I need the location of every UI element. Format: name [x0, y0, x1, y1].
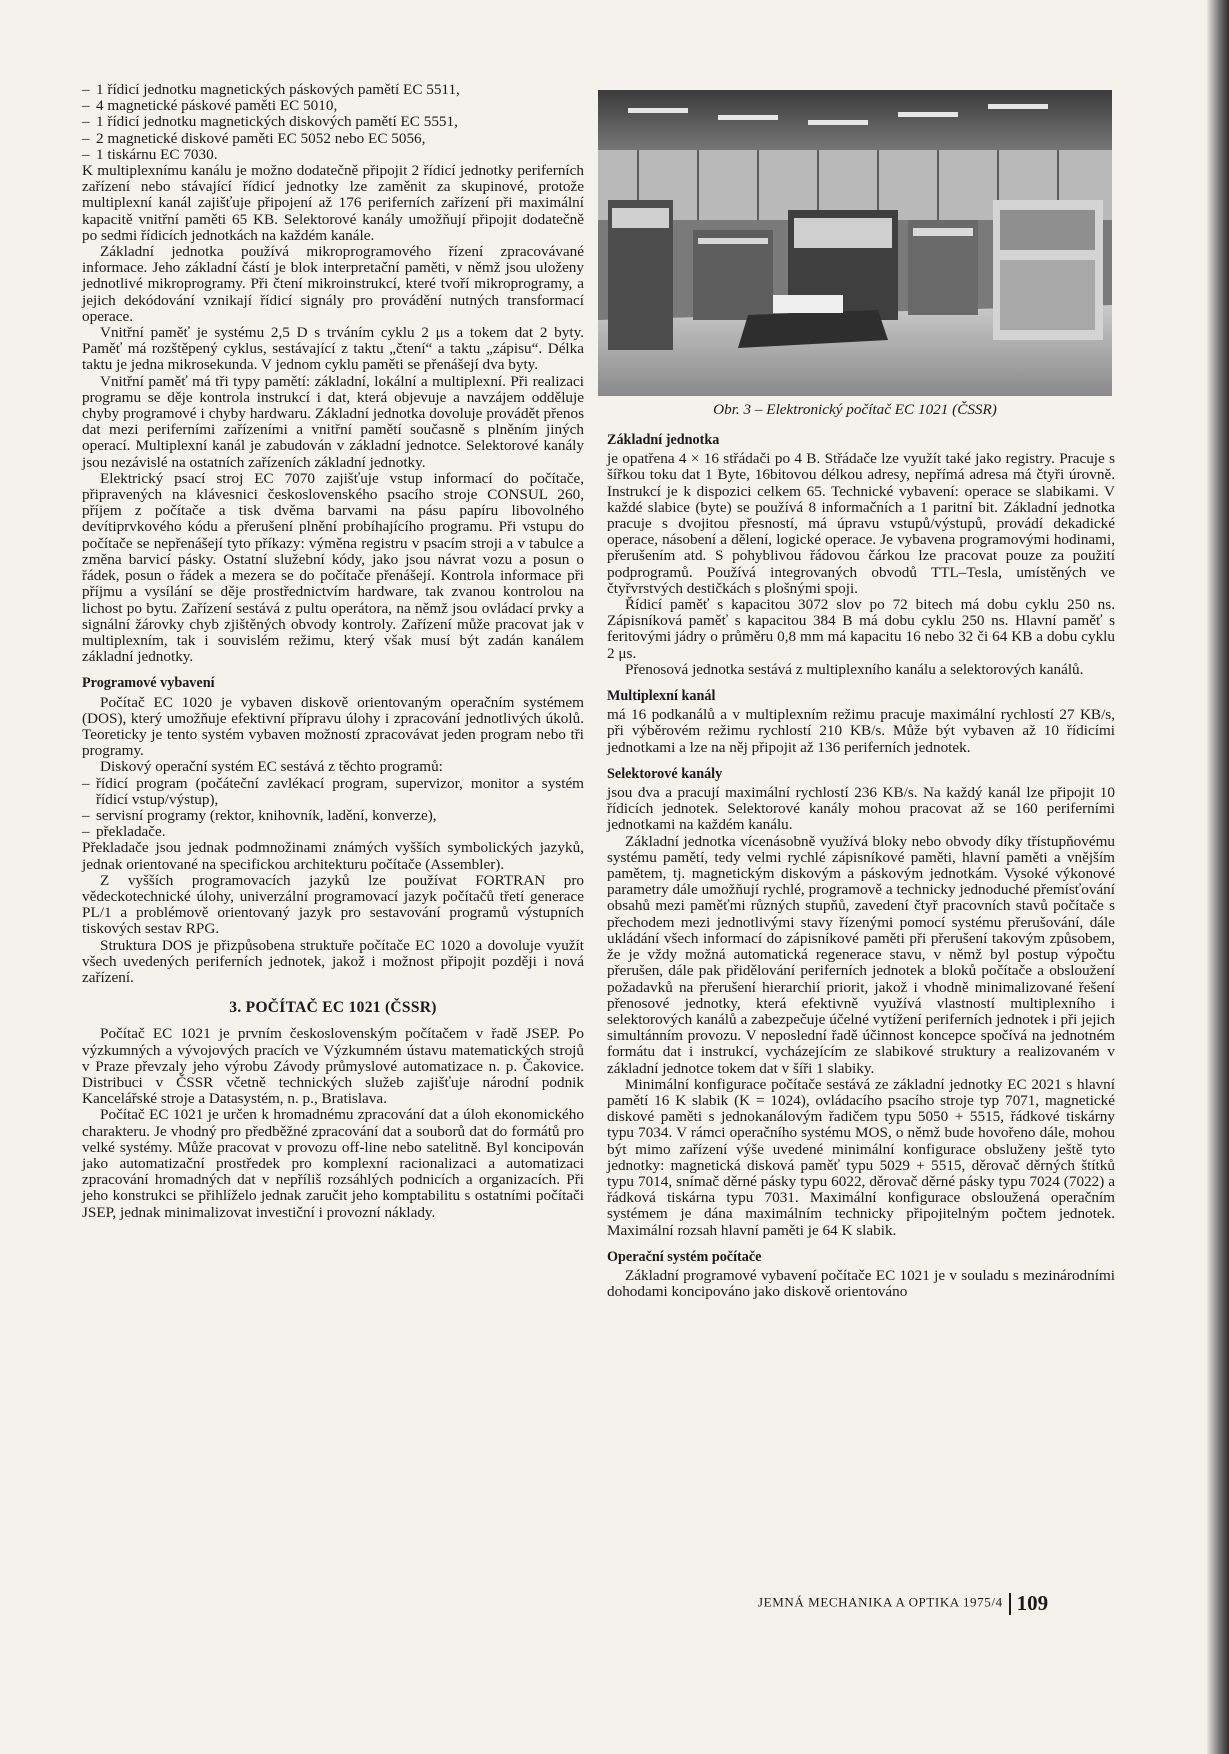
page-number: 109	[1016, 1591, 1049, 1615]
paragraph-ridici-pamet: Řídicí paměť s kapacitou 3072 slov po 72 bitech má dobu cyklu 250 ns. Zápisníková paměť s kapacitou 384 B má dobu cyklu 250 ns. Hlavní paměť s feritovými jádry o průměru 0,8 mm má kapacitu 16 nebo 32 či 64 KB a dobu cyklu 2 μs.	[607, 596, 1115, 662]
paragraph-prenosova-jednotka: Přenosová jednotka sestává z multiplexního kanálu a selektorových kanálů.	[625, 660, 1084, 678]
left-column	[82, 82, 584, 1221]
footer-separator	[1009, 1593, 1011, 1615]
paragraph-zakladni-jednotka: Základní jednotka používá mikroprogramového řízení zpracovávané informace. Jeho základní částí je blok interpretační paměti, v němž jsou uloženy jednotlivé mikroprogramy. Při čtení mikroinstrukcí, které tvoří mikroprogramy, a jejich dekódování vznikají řídicí signály pro provádění nutných transformací operace.	[82, 243, 584, 325]
list-item: – 2 magnetické diskové paměti EC 5052 nebo EC 5056,	[82, 129, 426, 147]
heading-zakladni-jednotka: Základní jednotka	[607, 432, 720, 448]
paragraph-ec1020: Počítač EC 1020 je vybaven diskově orientovaným operačním systémem (DOS), který umožňuje efektivní přípravu úlohy i zpracování jednotlivých úkolů. Teoreticky je tento systém vybaven možností zpracovávat jeden program nebo tři programy.	[82, 693, 584, 760]
paragraph-psaci-stroj: Elektrický psací stroj EC 7070 zajišťuje vstup informací do počítače, připravených na klávesnici československého psacího stroje CONSUL 260, příjem z počítače a tisk dvěma barvami na pásu papíru libovolného devítiprvkového kódu a přerušení plnění probíhajícího programu. Při vstupu do počítače se nepřenášejí tyto příkazy: výměna registru v psacím stroji a v tabulce a změna barvicí pásky. Ostatní služební kódy, jako jsou návrat vozu a posun o řádek, posun o řádek a mezera se do počítače přenášejí. Kontrola informace při příjmu a vysílání se děje prostřednictvím hardware, tak zvanou kontrolou na lichost po bytu. Zařízení sestává z pultu operátora, na němž jsou ovládací prvky a signální žárovky chyb zjištěných obvody kontroly. Zařízení může pracovat jak v multiplexním, tak i souvislém režimu, který však musí být zadán kanálem základní jednotky.	[82, 469, 584, 666]
paragraph-ec1021-intro: Počítač EC 1021 je prvním československým počítačem v řadě JSEP. Po výzkumných a vývojových pracích ve Výzkumném ústavu matematických strojů v Praze převzaly jeho výrobu Závody průmyslové automatizace n. p. Čakovice. Distribuci v ČSSR včetně technických služeb zajišťuje národní podnik Kancelářské stroje a Datasystém, n. p., Bratislava.	[82, 1025, 584, 1108]
photo-illustration	[598, 90, 1112, 396]
page-footer	[758, 1591, 1048, 1616]
page-edge-shadow	[1207, 0, 1229, 1754]
heading-programove-vybaveni: Programové vybavení	[82, 675, 215, 692]
paragraph-fortran: Z vyšších programovacích jazyků lze používat FORTRAN pro vědeckotechnické úlohy, univerzální programovací jazyk počítačů třetí generace PL/1 a problémově orientovaný jazyk pro sestavování programů výstupních tiskových sestav RPG.	[82, 871, 584, 938]
paragraph-struktura-dos: Struktura DOS je přizpůsobena struktuře počítače EC 1020 a dovoluje využít všech uvedených periferních jednotek, jakož i možnost připojit později i nová zařízení.	[82, 936, 584, 986]
paragraph-selektorove-kanaly: jsou dva a pracují maximální rychlostí 236 KB/s. Na každý kanál lze připojit 10 řídicích jednotek. Selektorové kanály mohou pracovat až se 160 periferními jednotkami na každém kanálu.	[607, 784, 1115, 834]
list-item: – servisní programy (rektor, knihovník, ladění, konverze),	[82, 806, 437, 824]
heading-operacni-system: Operační systém počítače	[607, 1248, 762, 1265]
list-item: – 1 tiskárnu EC 7030.	[82, 145, 218, 163]
section-heading-ec1021: 3. POČÍTAČ EC 1021 (ČSSR)	[229, 999, 437, 1017]
journal-name: JEMNÁ MECHANIKA A OPTIKA 1975/4	[758, 1594, 1003, 1610]
list-item: – 4 magnetické páskové paměti EC 5010,	[82, 97, 338, 115]
paragraph-multiplex: K multiplexnímu kanálu je možno dodatečně připojit 2 řídicí jednotky periferních zařízení nebo stávající řídicí jednotky lze zaměnit za skupinové, protože multiplexní kanál zajišťuje připojení až 176 periferních zařízení při maximální kapacitě vnitřní paměti 65 KB. Selektorové kanály umožňují připojit dodatečně po sedmi řídicích jednotkách na každém kanále.	[82, 162, 584, 244]
paragraph-ec1021-use: Počítač EC 1021 je určen k hromadnému zpracování dat a úloh ekonomického charakteru. Je vhodný pro předběžné zpracování dat a souborů dat do formátů pro velké systémy. Může pracovat v provozu off-line nebo satelitně. Byl koncipován jako automatizační prostředek pro komplexní racionalizaci a automatizaci zpracování hromadných dat v nepříliš rozsáhlých podnicích a organizacích. Při jeho konstrukci se přihlíželo jednak zaručit jeho komptabilitu s ostatními počítači JSEP, jednak minimalizovat investiční i provozní náklady.	[82, 1106, 584, 1221]
heading-multiplexni-kanal: Multiplexní kanál	[607, 688, 716, 705]
paragraph-operacni-system: Základní programové vybavení počítače EC 1021 je v souladu s mezinárodními dohodami koncipováno jako diskově orientováno	[607, 1266, 1115, 1301]
figure-caption: Obr. 3 – Elektronický počítač EC 1021 (ČSSR)	[713, 401, 997, 418]
paragraph-vnitrni-pamet: Vnitřní paměť je systému 2,5 D s trváním cyklu 2 μs a tokem dat 2 byty. Paměť má rozštěpený cyklus, sestávající z taktu „čtení“ a taktu „zápisu“. Délka taktu je jedna mikrosekunda. V jednom cyklu paměti se přenášejí dva byty.	[82, 324, 584, 374]
paragraph-typy-pameti: Vnitřní paměť má tři typy pamětí: základní, lokální a multiplexní. Při realizaci programu se děje kontrola instrukcí i dat, která objevuje a navzájem odděluje chyby programové i chyby hardwaru. Základní jednotka dovoluje provádět přenos dat mezi periferními zařízeními a vnitřní pamětí současně s plněním jiných operací. Multiplexní kanál je zabudován v základní jednotce. Selektorové kanály jsou nezávislé na ostatních zařízeních základní jednotky.	[82, 372, 584, 471]
right-column	[607, 432, 1115, 1300]
paragraph-dos-intro: Diskový operační systém EC sestává z těchto programů:	[100, 758, 443, 776]
paragraph-vicenasobne: Základní jednotka vícenásobně využívá bloky nebo obvody díky třístupňovému systému pamětí, tedy velmi rychlé zápisníkové paměti, hlavní paměti a vnějším pamětem, tj. magnetickým diskovým a páskovým jednotkám. Vysoké výkonové parametry dále umožňují rychlé, programově a technicky jednoduché přemísťování obsahů mezi paměťmi různých stupňů, zavedení čtyř pracovních stavů počítače s přechodem mezi jednotlivými stavy řízenými pomocí systému přerušování, dále ukládání všech informací do zápisníkové paměti při přerušení takovým způsobem, že je vždy možná automatická regenerace stavu, v němž byl postup výpočtu přerušen, dále pak přidělování periferních jednotek a bloků počítače a obsloužení požadavků na přerušení hierarchií priorit, jakož i vhodně minimalizované řešení přenosové jednotky, která efektivně využívá vlastností multiplexního i selektorových kanálů a zabezpečuje účelné vytížení periferních jednotek i při jejich simultánním provozu. V neposlední řadě účinnost koncepce spočívá na jednotném formátu dat i instrukcí, vycházejícím ze slabikové struktury a realizovaném v základní jednotce tokem dat v šíři 1 slabiky.	[607, 832, 1115, 1077]
paragraph-minimalni-konfigurace: Minimální konfigurace počítače sestává ze základní jednotky EC 2021 s hlavní pamětí 16 K slabik (K = 1024), ovládacího psacího stroje typ 7071, magnetické diskové paměti s jednokanálovým řadičem typu 5050 + 5515, řádkové tiskárny typu 7034. V rámci operačního systému MOS, o němž bude hovořeno dále, mohou být mimo zařízení výše uvedené minimální konfigurace obsluženy ještě tyto jednotky: magnetická disková paměť typu 5029 + 5515, děrovač děrných štítků typu 7014, snímač děrné pásky typu 6022, děrovač děrné pásky typu 7024 (7022) a řádková tiskárna typu 7031. Maximální konfigurace obsloužená operačním systémem je dána maximálním technicky připojitelným počtem jednotek. Maximální rozsah hlavní paměti je 64 K slabik.	[607, 1075, 1115, 1239]
list-item: – řídicí program (počáteční zavlékací program, supervizor, monitor a systém řídicí vstup/výstup),	[82, 774, 584, 808]
list-item: – 1 řídicí jednotku magnetických diskových pamětí EC 5551,	[82, 113, 458, 131]
heading-selektorove-kanaly: Selektorové kanály	[607, 765, 723, 782]
list-item: – překladače.	[82, 823, 166, 841]
computer-room-photo	[598, 90, 1112, 396]
list-item: – 1 řídicí jednotku magnetických páskových pamětí EC 5511,	[82, 81, 460, 98]
paragraph-stradace: je opatřena 4 × 16 střádači po 4 B. Střádače lze využít také jako registry. Pracuje s šířkou toku dat 1 Byte, 16bitovou délkou adresy, nepřímá adresa má čtyři úrovně. Instrukcí je k dispozici celkem 65. Technické vybavení: operace se slabikami. V každé slabice (byte) se používá 8 informačních a 1 paritní bit. Základní jednotka pracuje s dvojitou přesností, má úpravu vstupů/výstupů, provádí dekadické operace, násobení a dělení, logické operace. Je vybavena programovými hodinami, přerušením atd. S pohyblivou řádovou čárkou lze pracovat pouze za použití podprogramů. Používá integrovaných obvodů TTL–Tesla, umístěných ve čtyřvrstvých destičkách s plošnými spoji.	[607, 450, 1115, 597]
paragraph-prekladace: Překladače jsou jednak podmnožinami známých vyšších symbolických jazyků, jednak orientované na specifickou architekturu počítače (Assembler).	[82, 839, 584, 873]
paragraph-multiplexni-kanal: má 16 podkanálů a v multiplexním režimu pracuje maximální rychlostí 27 KB/s, při výběrovém režimu rychlostí 210 KB/s. Může být vybaven až 10 řídicími jednotkami a lze na něj připojit až 136 periferních jednotek.	[607, 706, 1115, 756]
